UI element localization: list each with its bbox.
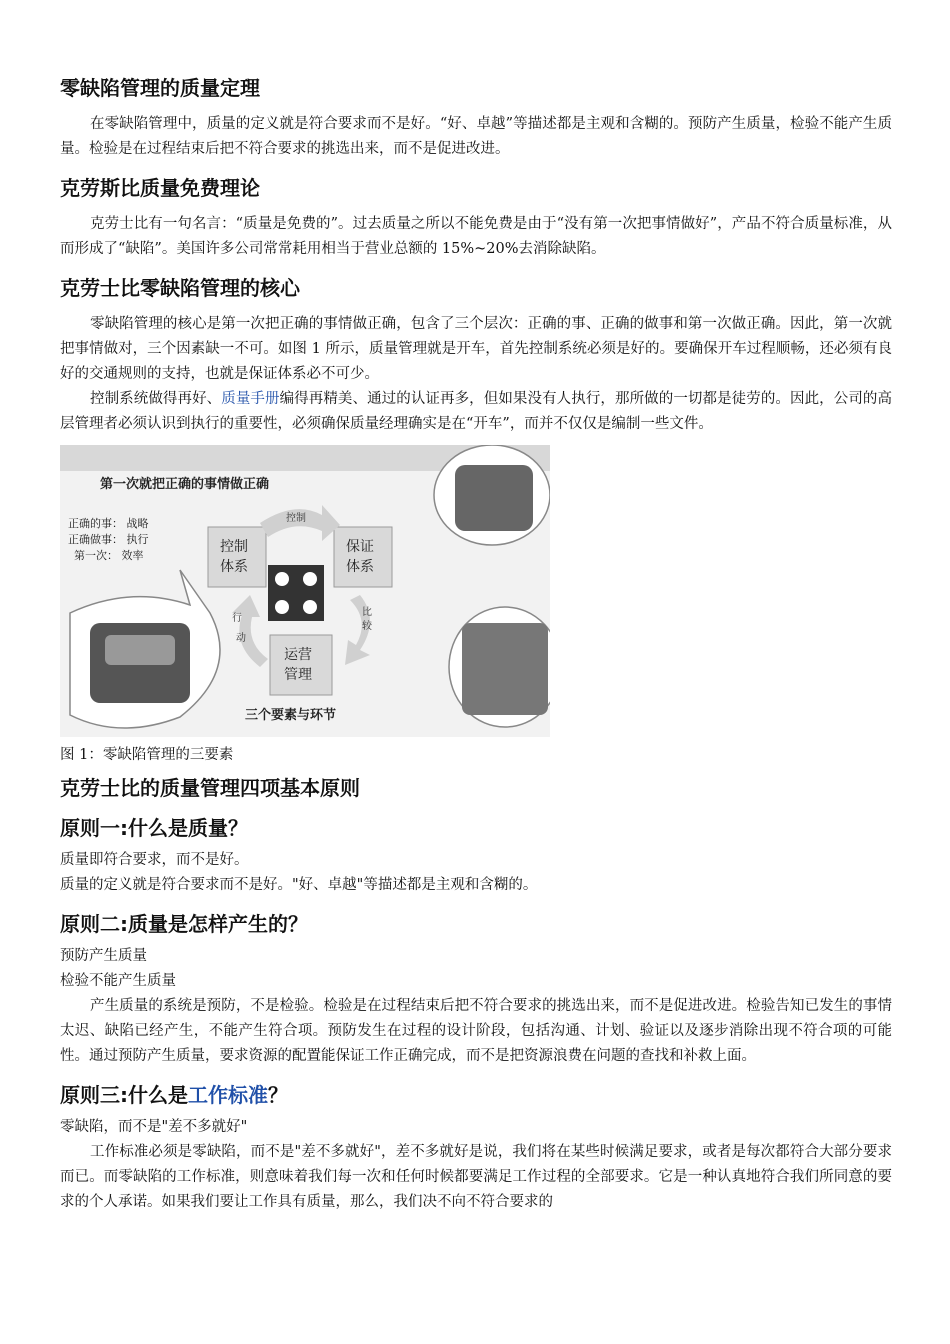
heading-core: 克劳士比零缺陷管理的核心 [60,276,300,300]
heading-four-principles: 克劳士比的质量管理四项基本原则 [60,776,360,800]
paragraph: 产生质量的系统是预防，不是检验。检验是在过程结束后把不符合要求的挑选出来，而不是促进改进。检验告知已发生的事情太迟、缺陷已经产生，不能产生符合项。预防发生在过程的设计阶段，包括沟通、计划、验证以及逐步消除出现不符合项的可能性。通过预防产生质量，要求资源的配置能保证工作正确完成，而不是把资源浪费在问题的查找和补救上面。 [60,998,892,1064]
box-assure-label: 保证 [346,539,374,555]
line: 预防产生质量 [60,948,147,964]
arrow-left-label: 行 [232,613,242,624]
line: 质量的定义就是符合要求而不是好。"好、卓越"等描述都是主观和含糊的。 [60,877,538,893]
svg-text:体系: 体系 [346,559,374,575]
line: 质量即符合要求，而不是好。 [60,852,249,868]
heading-principle-1: 原则一:什么是质量？ [60,816,248,840]
box-control-label: 控制 [220,539,248,555]
figure-title: 第一次就把正确的事情做正确 [100,477,270,492]
figure-bottom-label: 三个要素与环节 [245,708,337,723]
figure-caption: 图 1：零缺陷管理的三要素 [60,747,234,763]
legend-line: 正确做事： 执行 [68,533,149,546]
quality-manual-link[interactable]: 质量手册 [221,391,280,407]
paragraph: 在零缺陷管理中，质量的定义就是符合要求而不是好。“好、卓越”等描述都是主观和含糊的。预防产生质量，检验不能产生质量。检验是在过程结束后把不符合要求的挑选出来，而不是促进改进。 [60,116,892,157]
svg-text:管理: 管理 [284,667,312,683]
heading-quality-free: 克劳斯比质量免费理论 [60,176,260,200]
svg-text:体系: 体系 [220,559,248,575]
svg-text:较: 较 [362,621,372,632]
figure-diagram [60,445,550,737]
line: 零缺陷，而不是"差不多就好" [60,1119,248,1135]
paragraph: 工作标准必须是零缺陷，而不是"差不多就好"，差不多就好是说，我们将在某些时候满足要求，或者是每次都符合大部分要求而已。而零缺陷的工作标准，则意味着我们每一次和任何时候都要满足工作过程的全部要求。它是一种认真地符合我们所同意的要求的个人承诺。如果我们要让工作具有质量，那么，我们决不向不符合要求的 [60,1144,892,1210]
document-page [60,0,892,1215]
heading-zero-defect-theorem: 零缺陷管理的质量定理 [60,76,260,100]
figure-three-elements [60,445,550,737]
paragraph: 控制系统做得再好、质量手册编得再精美、通过的认证再多，但如果没有人执行，那所做的一切都是徒劳的。因此，公司的高层管理者必须认识到执行的重要性，必须确保质量经理确实是在“开车”，而并不仅仅是编制一些文件。 [60,391,893,432]
paragraph: 克劳士比有一句名言：“质量是免费的”。过去质量之所以不能免费是由于“没有第一次把事情做好”，产品不符合质量标准，从而形成了“缺陷”。美国许多公司常常耗用相当于营业总额的 15%~20%去消除缺陷。 [60,216,892,257]
svg-text:动: 动 [236,633,246,644]
work-standard-link[interactable]: 工作标准 [188,1083,268,1107]
heading-principle-3: 原则三:什么是工作标准？ [60,1083,288,1107]
arrow-right-label: 比 [362,607,372,618]
arrow-top-label: 控制 [286,513,306,524]
paragraph: 零缺陷管理的核心是第一次把正确的事情做正确，包含了三个层次：正确的事、正确的做事和第一次做正确。因此，第一次就把事情做对，三个因素缺一不可。如图 1 所示，质量管理就是开车，首先控制系统必须是好的。要确保开车过程顺畅，还必须有良好的交通规则的支持，也就是保证体系必不可少。 [60,316,892,382]
box-ops-label: 运营 [284,647,312,663]
legend-line: 正确的事： 战略 [68,517,149,530]
legend-line: 第一次： 效率 [74,549,144,562]
heading-principle-2: 原则二:质量是怎样产生的？ [60,912,308,936]
line: 检验不能产生质量 [60,973,176,989]
